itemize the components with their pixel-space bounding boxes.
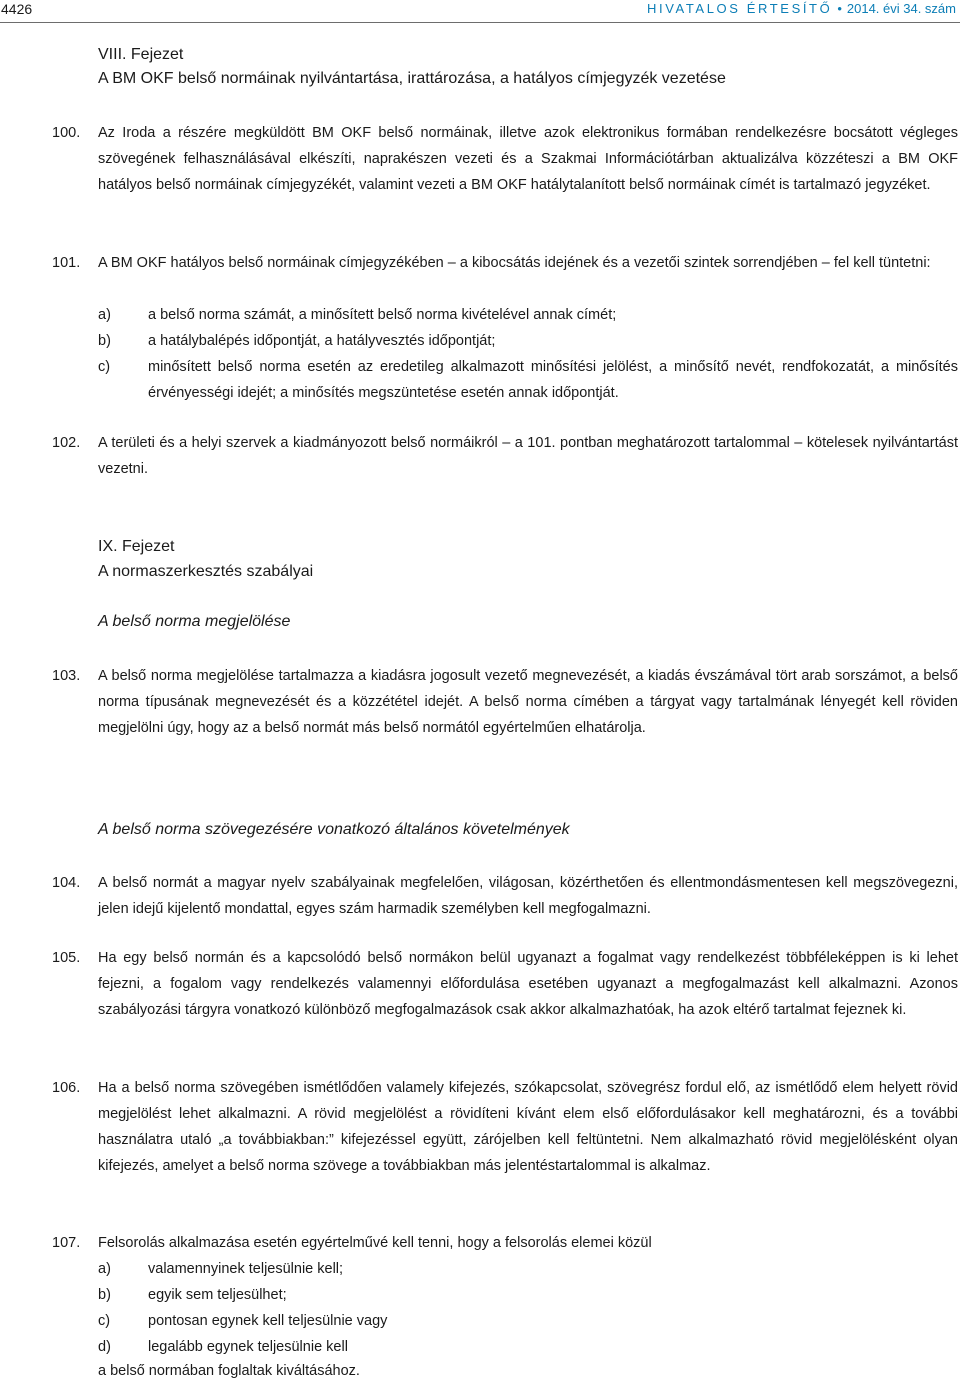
list-item (98, 328, 958, 354)
paragraph-100 (52, 120, 958, 198)
list-item-text: egyik sem teljesülhet; (148, 1287, 287, 1303)
paragraph-number: 106. (52, 1080, 81, 1096)
paragraph-103 (52, 663, 958, 741)
list-item-label: d) (98, 1339, 111, 1355)
separator-dot: • (837, 1, 842, 16)
section-title: A belső norma szövegezésére vonatkozó általános követelmények (98, 821, 570, 838)
paragraph-number: 103. (52, 668, 81, 684)
paragraph-text: Ha egy belső normán és a kapcsolódó belső normákon belül ugyanazt a fogalmat vagy rendelkezést többféleképpen is ki lehet fejezni, a fogalom vagy rendelkezés valamennyi előfordulása esetében ugyanazt a megfogalmazást kell alkalmazni. Azonos szabályozási tárgyra vonatkozó különböző megfogalmazások csak akkor alkalmazhatóak, ha azok eltérő tartalmat fejeznek ki. (98, 950, 958, 1018)
list-item-label: a) (98, 307, 111, 323)
chapter-label: IX. Fejezet (98, 538, 175, 555)
list-item-text: valamennyinek teljesülnie kell; (148, 1261, 344, 1277)
paragraph-101 (52, 250, 958, 276)
paragraph-text: A területi és a helyi szervek a kiadmányozott belső normáikról – a 101. pontban meghatározott tartalommal – kötelesek nyilvántartást vezetni. (98, 435, 958, 477)
list-item-text: a belső norma számát, a minősített belső norma kivételével annak címét; (148, 307, 617, 323)
paragraph-number: 100. (52, 125, 81, 141)
paragraph-closing: a belső normában foglaltak kiváltásához. (98, 1363, 360, 1379)
paragraph-text: Felsorolás alkalmazása esetén egyértelművé kell tenni, hogy a felsorolás elemei közül (98, 1235, 652, 1251)
paragraph-107 (52, 1230, 958, 1256)
section-title: A belső norma megjelölése (98, 613, 291, 630)
paragraph-number: 104. (52, 875, 81, 891)
paragraph-text: Ha a belső norma szövegében ismétlődően valamely kifejezés, szókapcsolat, szövegrész fordul elő, az ismétlődő elem helyett rövid megjelölést lehet alkalmazni. A rövid megjelölést a rövidíteni kívánt elem első előfordulásakor kell meghatározni, és a további használatra utaló „a továbbiakban:” kifejezéssel együtt, zárójelben kell feltüntetni. Nem alkalmazható rövid megjelölésként olyan kifejezés, amelyet a belső norma szövege a továbbiakban más jelentéstartalommal is alkalmaz. (98, 1080, 958, 1174)
paragraph-106 (52, 1075, 958, 1179)
paragraph-text: A BM OKF hatályos belső normáinak címjegyzékében – a kibocsátás idejének és a vezetői szintek sorrendjében – fel kell tüntetni: (98, 255, 931, 271)
header-rule (0, 22, 960, 23)
list-item-label: b) (98, 333, 111, 349)
list-item (98, 302, 958, 328)
chapter-title: A normaszerkesztés szabályai (98, 563, 314, 580)
issue-label: 2014. évi 34. szám (846, 1, 956, 16)
list-item (98, 1334, 958, 1360)
list-item (98, 354, 958, 406)
list-item-label: c) (98, 1313, 111, 1329)
list-item-label: b) (98, 1287, 111, 1303)
paragraph-text: Az Iroda a részére megküldött BM OKF belső normáinak, illetve azok elektronikus formában rendelkezésre bocsátott végleges szövegének felhasználásával elkészíti, naprakészen vezeti és a Szakmai Információtárban aktualizálva közzéteszi a BM OKF hatályos belső normáinak címjegyzékét, valamint vezeti a BM OKF hatálytalanított belső normáinak címét is tartalmazó jegyzéket. (98, 125, 958, 193)
paragraph-105 (52, 945, 958, 1023)
paragraph-text: A belső normát a magyar nyelv szabályainak megfelelően, világosan, közérthetően és ellentmondásmentesen kell megszövegezni, jelen idejű kijelentő mondattal, egyes szám harmadik személyben kell megfogalmazni. (98, 875, 958, 917)
running-header (0, 0, 960, 20)
list-item-label: c) (98, 359, 111, 375)
paragraph-number: 101. (52, 255, 81, 271)
list-item-text: legalább egynek teljesülnie kell (148, 1339, 348, 1355)
paragraph-number: 107. (52, 1235, 81, 1251)
publication-info (647, 1, 956, 16)
chapter-title: A BM OKF belső normáinak nyilvántartása, irattározása, a hatályos címjegyzék vezetése (98, 70, 726, 87)
list-item (98, 1308, 958, 1334)
list-item (98, 1256, 958, 1282)
list-item-label: a) (98, 1261, 111, 1277)
chapter-label: VIII. Fejezet (98, 46, 184, 63)
paragraph-102 (52, 430, 958, 482)
paragraph-number: 102. (52, 435, 81, 451)
list-item-text: a hatálybalépés időpontját, a hatályvesztés időpontját; (148, 333, 496, 349)
paragraph-104 (52, 870, 958, 922)
page-number: 4426 (1, 1, 33, 17)
paragraph-text: A belső norma megjelölése tartalmazza a kiadásra jogosult vezető megnevezését, a kiadás évszámával tört arab sorszámot, a belső norma típusának megnevezését és a közzététel idejét. A belső norma címében a tárgyat vagy tartalmának lényegét kell röviden megjelölni úgy, hogy az a belső normát más belső normától egyértelműen elhatárolja. (98, 668, 958, 736)
list-item (98, 1282, 958, 1308)
publication-title: HIVATALOS ÉRTESÍTŐ (647, 1, 833, 16)
list-item-text: pontosan egynek kell teljesülnie vagy (148, 1313, 388, 1329)
list-item-text: minősített belső norma esetén az eredetileg alkalmazott minősítési jelölést, a minősítő nevét, rendfokozatát, a minősítés érvényességi idejét; a minősítés megszüntetése esetén annak időpontját. (148, 359, 958, 401)
paragraph-number: 105. (52, 950, 81, 966)
